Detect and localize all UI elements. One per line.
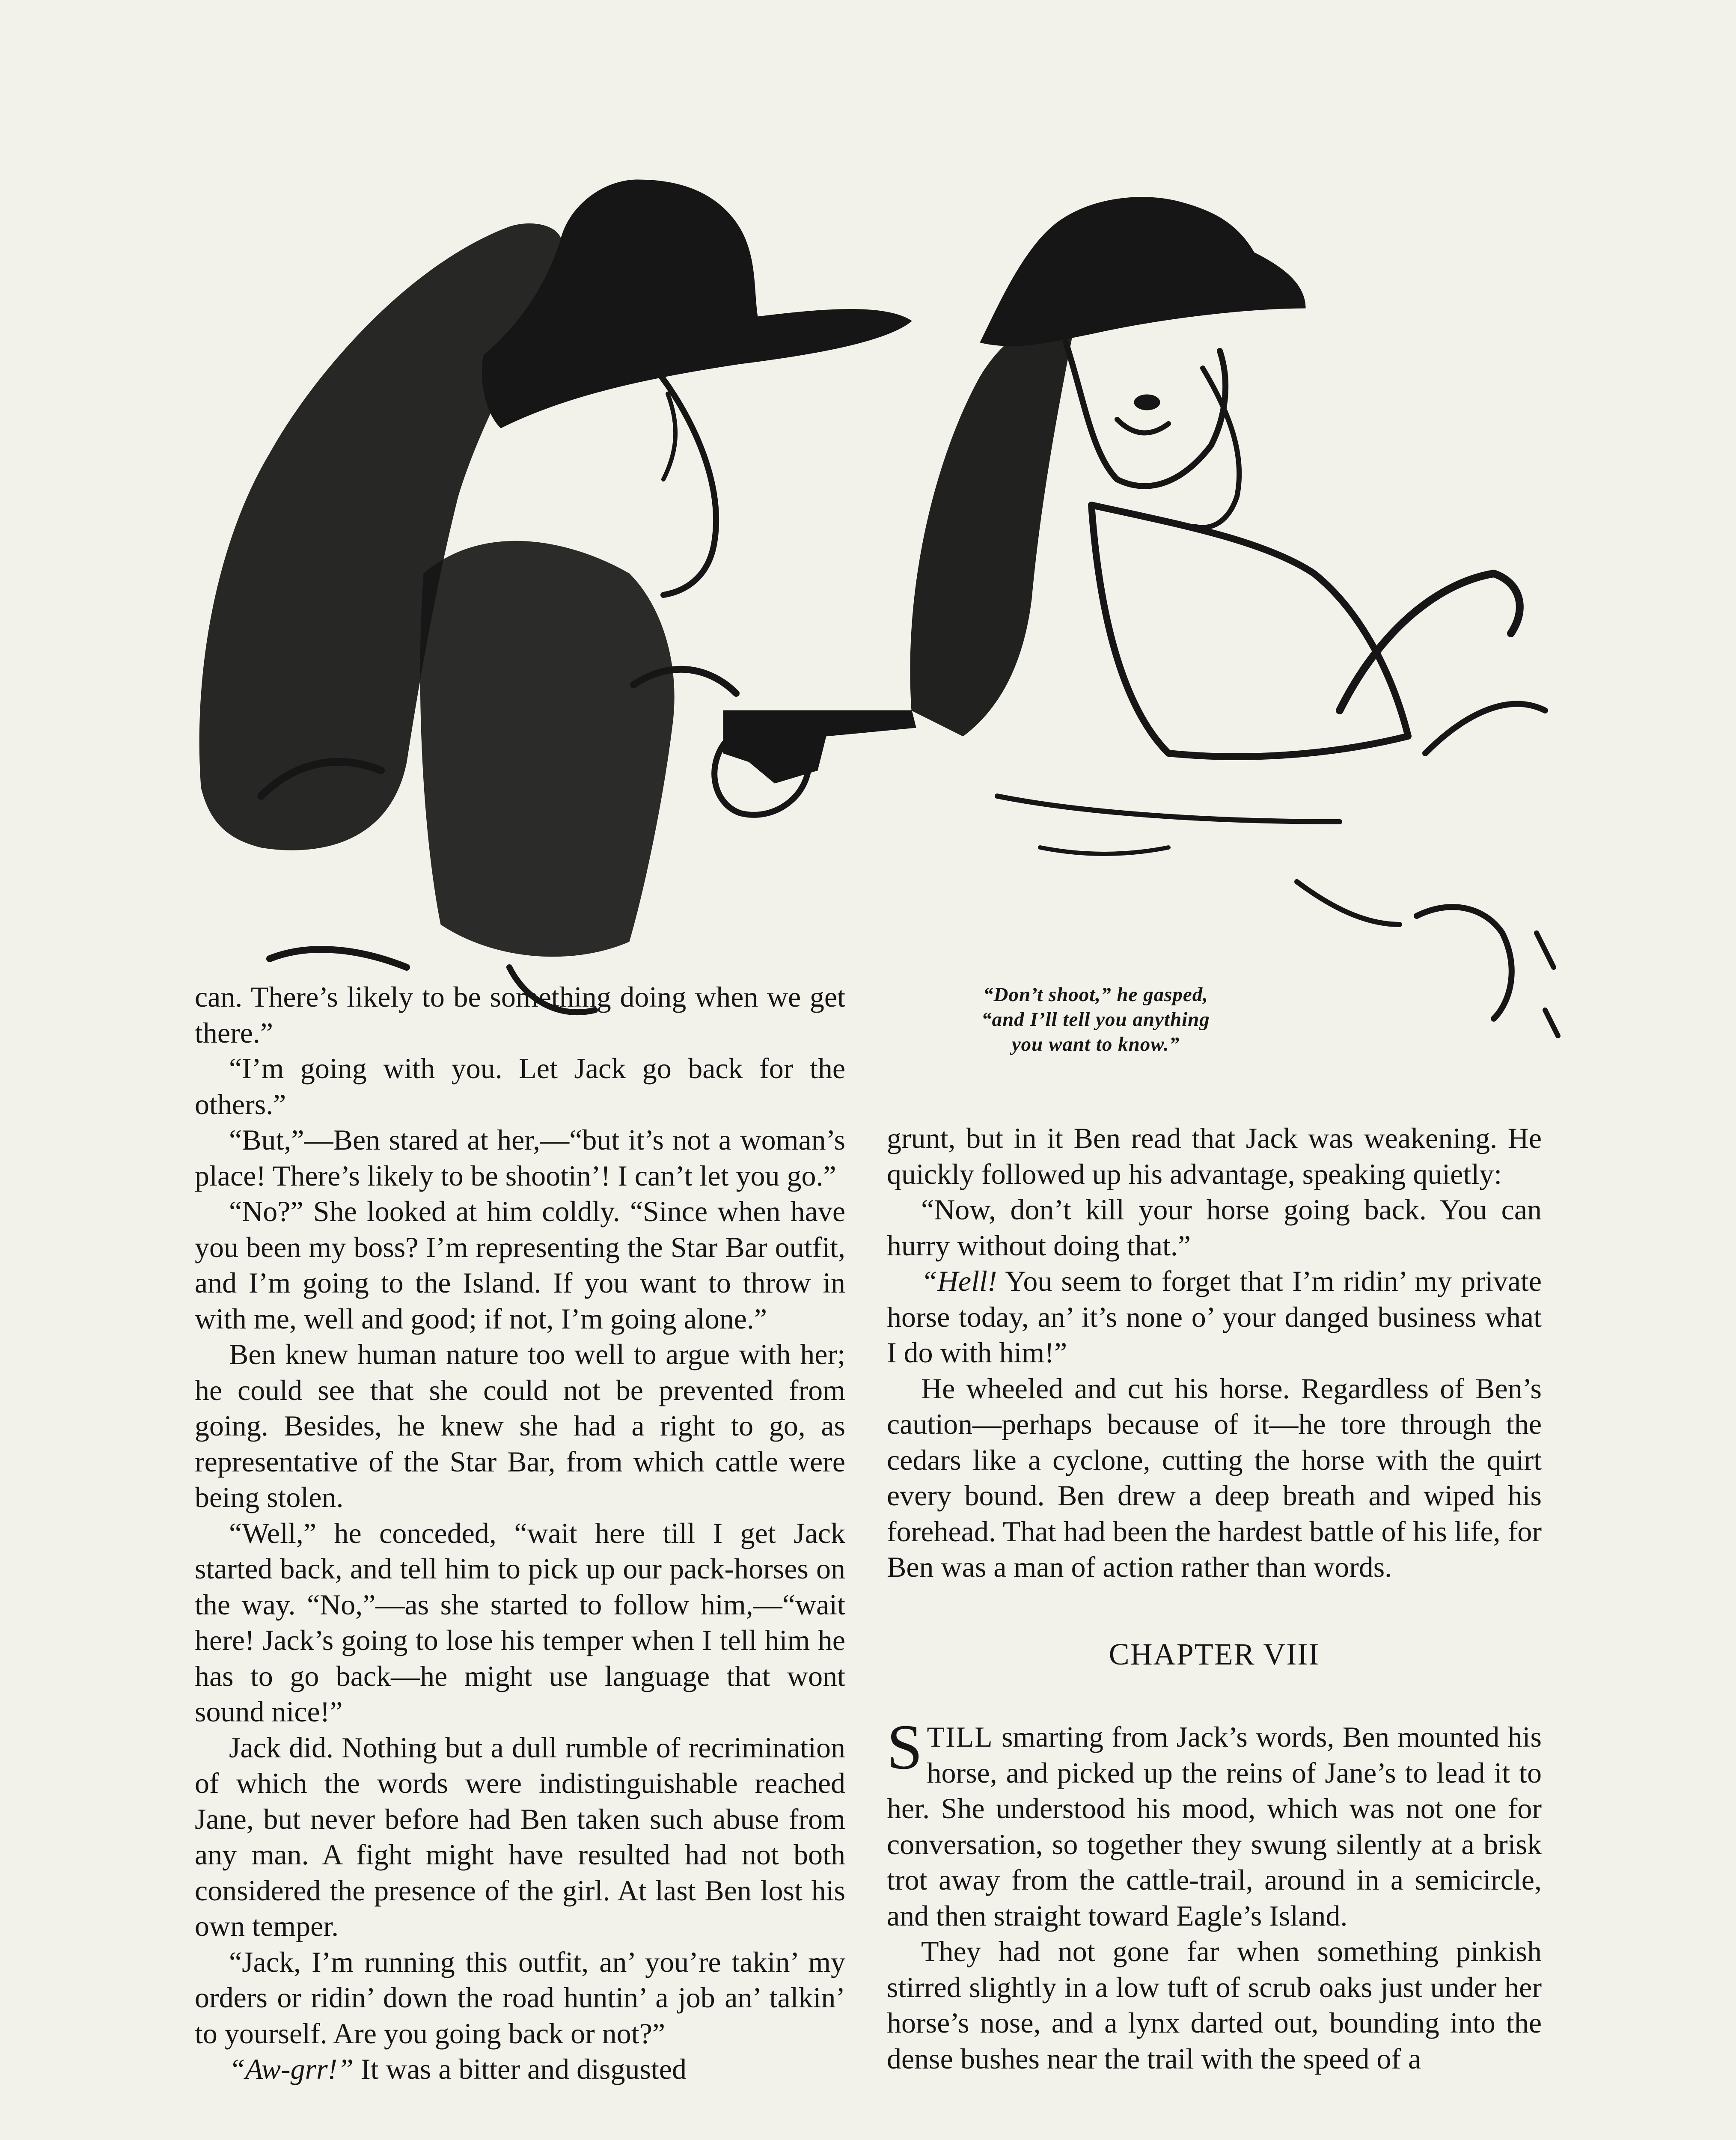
chapter-title: CHAPTER VIII bbox=[1109, 1637, 1320, 1671]
paragraph bbox=[887, 1263, 1542, 1371]
drop-cap: S bbox=[887, 1712, 923, 1783]
paragraph: He wheeled and cut his horse. Regardless of Ben’s caution—perhaps because of it—he tore through the cedars like a cyclone, cutting the horse with the quirt every bound. Ben drew a deep breath and wiped his forehead. That had been the hardest battle of his life, for Ben was a man of action rather than words. bbox=[887, 1372, 1542, 1583]
illustration-caption bbox=[882, 982, 1310, 1057]
paragraph: grunt, but in it Ben read that Jack was weakening. He quickly followed up his advantage, speaking quietly: bbox=[887, 1122, 1542, 1190]
small-caps-word: TILL bbox=[927, 1721, 993, 1753]
paragraph: “No?” She looked at him coldly. “Since when have you been my boss? I’m representing the Star Bar outfit, and I’m going to the Island. If you want to throw in with me, well and good; if not, I’m going alone.” bbox=[195, 1195, 845, 1335]
paragraph: can. There’s likely to be something doing when we get there.” bbox=[195, 981, 845, 1049]
paragraph: They had not gone far when something pinkish stirred slightly in a low tuft of scrub oaks just under her horse’s nose, and a lynx darted out, bounding into the dense bushes near the trail with the speed of a bbox=[887, 1935, 1542, 2075]
right-hand bbox=[1417, 907, 1512, 1019]
paragraph-text: It was a bitter and disgusted bbox=[354, 2053, 687, 2085]
caption-line: you want to know.” bbox=[1011, 1033, 1180, 1055]
paragraph: “Now, don’t kill your horse going back. You can hurry without doing that.” bbox=[887, 1193, 1542, 1262]
caption-line: “and I’ll tell you anything bbox=[981, 1008, 1210, 1031]
paragraph: “But,”—Ben stared at her,—“but it’s not a woman’s place! There’s likely to be shootin’! I can’t let you go.” bbox=[195, 1124, 845, 1192]
paragraph-text: smarting from Jack’s words, Ben mounted his horse, and picked up the reins of Jane’s to lead it to her. She understood his mood, which was not one for conversation, so together they swung silently at a brisk trot away from the cattle-trail, around in a semicircle, and then straight toward Eagle’s Island. bbox=[887, 1721, 1542, 1932]
paragraph: “Well,” he conceded, “wait here till I get Jack started back, and tell him to pick up our pack-horses on the way. “No,”—as she started to follow him,—“wait here! Jack’s going to lose his temper when I tell him he has to go back—he might use language that wont sound nice!” bbox=[195, 1516, 845, 1728]
left-column bbox=[195, 979, 845, 2087]
italic-exclamation: “Aw-grr!” bbox=[229, 2053, 354, 2085]
paragraph-text: You seem to forget that I’m ridin’ my private horse today, an’ it’s none o’ your danged business what I do with him!” bbox=[887, 1265, 1542, 1369]
cowboys-illustration bbox=[184, 154, 1588, 1044]
paragraph: “Jack, I’m running this outfit, an’ you’re takin’ my orders or ridin’ down the road huntin’ a job an’ talkin’ to yourself. Are you going back or not?” bbox=[195, 1945, 845, 2050]
left-face bbox=[655, 368, 716, 595]
right-face bbox=[1066, 342, 1225, 486]
left-body bbox=[420, 541, 674, 957]
paragraph: Ben knew human nature too well to argue with her; he could see that she could not be prevented from going. Besides, he knew she had a right to go, as representative of the Star Bar, from which cattle were being stolen. bbox=[195, 1338, 845, 1513]
caption-line: “Don’t shoot,” he gasped, bbox=[983, 984, 1208, 1006]
right-body bbox=[1091, 505, 1408, 757]
paragraph bbox=[195, 2051, 845, 2087]
paragraph: “I’m going with you. Let Jack go back for the others.” bbox=[195, 1052, 845, 1121]
paragraph bbox=[887, 1712, 1542, 1934]
italic-exclamation: “Hell! bbox=[921, 1265, 997, 1297]
right-figure-shadow bbox=[910, 323, 1074, 736]
paragraph: Jack did. Nothing but a dull rumble of recrimination of which the words were indistinguishable reached Jane, but never before had Ben taken such abuse from any man. A fight might have resulted had not both considered the presence of the girl. At last Ben lost his own temper. bbox=[195, 1731, 845, 1942]
left-hat bbox=[482, 180, 912, 428]
right-column bbox=[887, 1121, 1542, 2077]
right-hat bbox=[980, 197, 1305, 346]
